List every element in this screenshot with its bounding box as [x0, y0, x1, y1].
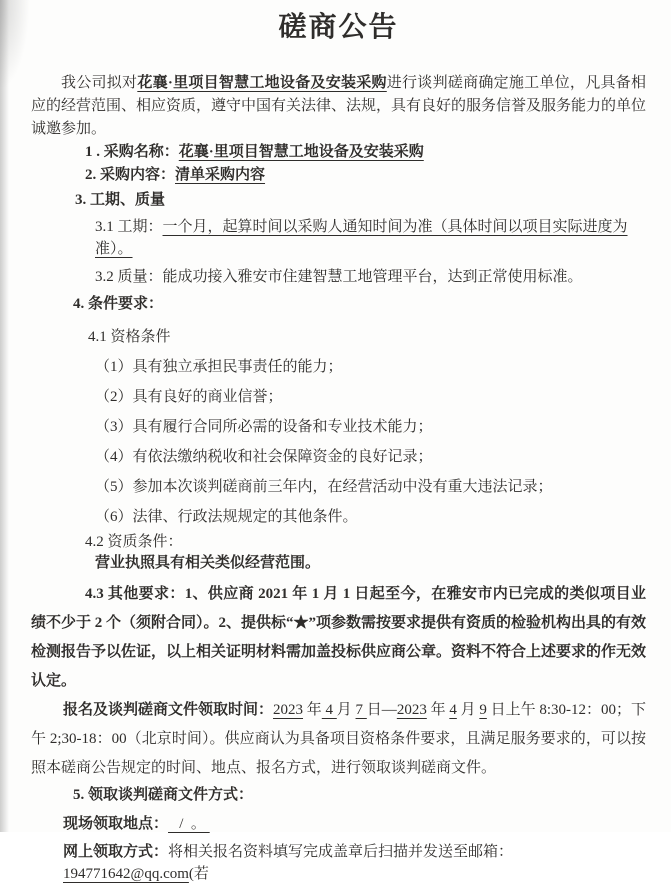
qualification-heading: 4.1 资格条件	[88, 329, 171, 345]
registration-time-rest: 日上午 8:30-12：00；下午 2;30-18：00（北京时间）。供应商认为具备项目资格条件要求，且满足服务要求的，可以按照本磋商公告规定的时间、地点、报名方式，进行领取谈判磋商文件。	[31, 702, 647, 776]
registration-time-label: 报名及谈判磋商文件领取时间：	[63, 702, 274, 718]
duration-row	[31, 216, 646, 260]
intro-rest: 进行谈判磋商确定施工单位，凡具备相应的经营范围、相应资质，遵守中国有关法律、法规，具有良好的服务信誉及服务能力的单位诚邀参加。	[31, 75, 647, 137]
onsite-pickup-label: 现场领取地点：	[63, 816, 169, 832]
page-title: 磋商公告	[278, 12, 399, 43]
pickup-end-month: 4	[449, 702, 457, 718]
procurement-content-value: 清单采购内容	[175, 167, 266, 183]
qualification-item: （1）具有独立承担民事责任的能力；	[95, 359, 343, 375]
section4-heading: 4. 条件要求：	[73, 296, 164, 312]
license-value: 营业执照具有相关类似经营范围。	[95, 555, 321, 571]
qualification-item: （2）具有良好的商业信誉；	[95, 389, 283, 405]
online-pickup-email: 194771642@qq.com	[63, 866, 189, 882]
year-unit: 年	[426, 702, 450, 718]
qualification-item: （6）法律、行政法规规定的其他条件。	[95, 509, 358, 525]
qualification-item: （3）具有履行合同所必需的设备和专业技术能力；	[95, 419, 433, 435]
onsite-pickup-value: / 。	[168, 816, 210, 832]
qualification-item: （4）有依法缴纳税收和社会保障资金的良好记录；	[95, 449, 433, 465]
quality-value: 能成功接入雅安市住建智慧工地管理平台，达到正常使用标准。	[162, 269, 583, 285]
qualification-item: （5）参加本次谈判磋商前三年内，在经营活动中没有重大违法记录；	[95, 479, 553, 495]
pickup-start-month: 4	[321, 702, 337, 718]
date-range-dash: 日—	[366, 702, 397, 718]
duration-label: 3.1 工期：	[95, 219, 163, 235]
pickup-end-year: 2023	[396, 702, 427, 718]
section3-heading: 3. 工期、质量	[75, 192, 166, 208]
procurement-content-row	[31, 164, 646, 186]
registration-time-paragraph	[31, 696, 646, 783]
year-unit: 年	[303, 702, 322, 718]
intro-lead: 我公司拟对	[61, 75, 138, 91]
procurement-subject: 花襄·里项目智慧工地设备及安装采购	[137, 75, 387, 91]
procurement-name-row	[31, 141, 646, 163]
intro-paragraph	[31, 72, 646, 141]
month-unit: 月	[456, 702, 480, 718]
pickup-end-day: 9	[479, 702, 487, 718]
procurement-name-value: 花襄·里项目智慧工地设备及安装采购	[178, 144, 424, 160]
license-heading: 4.2 资质条件：	[85, 534, 183, 550]
onsite-pickup-row	[31, 813, 646, 835]
procurement-name-label: 1 . 采购名称：	[85, 144, 179, 160]
quality-label: 3.2 质量：	[95, 269, 163, 285]
online-pickup-row	[31, 841, 646, 885]
other-requirements-paragraph	[31, 580, 646, 696]
online-pickup-text: 将相关报名资料填写完成盖章后扫描并发送至邮箱：	[168, 844, 514, 860]
month-unit: 月	[336, 702, 356, 718]
duration-value: 一个月，起算时间以采购人通知时间为准（具体时间以项目实际进度为准）。	[95, 219, 628, 257]
online-pickup-tail: (若	[188, 866, 209, 882]
pickup-start-day: 7	[355, 702, 367, 718]
other-requirements-label: 4.3 其他要求：	[85, 586, 185, 602]
section5-heading: 5. 领取谈判磋商文件方式：	[73, 787, 254, 803]
quality-row	[31, 266, 646, 288]
online-pickup-label: 网上领取方式：	[63, 844, 169, 860]
other-requirements-text: 1、供应商 2021 年 1 月 1 日起至今，在雅安市内已完成的类似项目业绩不少于 2 个（须附合同）。2、提供标“★”项参数需按要求提供有资质的检验机构出具的有效检测报告予以佐证，以上相关证明材料需加盖投标供应商公章。资料不符合上述要求的作无效认定。	[31, 586, 647, 689]
procurement-content-label: 2. 采购内容：	[85, 167, 176, 183]
pickup-start-year: 2023	[273, 702, 304, 718]
